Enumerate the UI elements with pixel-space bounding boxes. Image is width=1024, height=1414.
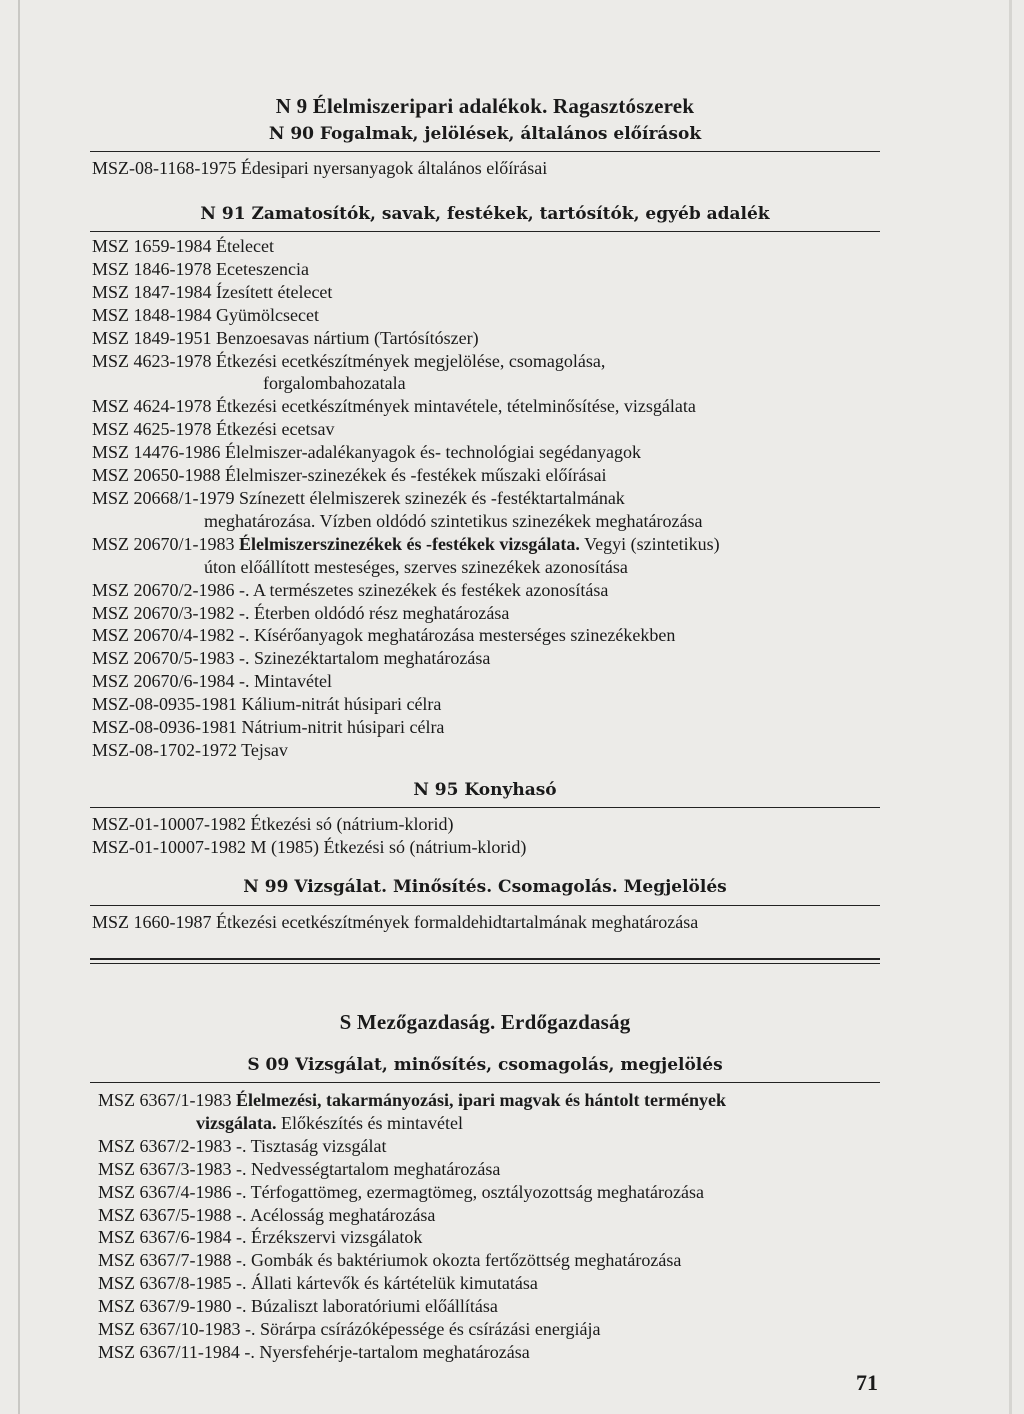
list-item: MSZ 1847-1984 Ízesített ételecet: [92, 281, 333, 302]
rule-n95: [90, 807, 880, 808]
list-n91: [92, 235, 720, 762]
list-item: MSZ 4625-1978 Étkezési ecetsav: [92, 419, 335, 440]
list-item: MSZ 1848-1984 Gyümölcsecet: [92, 304, 319, 325]
list-item: [98, 1089, 726, 1112]
list-item: MSZ 6367/7-1988 -. Gombák és baktériumok okozta fertőzöttség meghatározása: [98, 1250, 682, 1271]
list-item: MSZ 6367/3-1983 -. Nedvességtartalom meghatározása: [98, 1158, 501, 1179]
subsection-title-n90: N 90 Fogalmak, jelölések, általános előírások: [268, 124, 702, 144]
entry-code: MSZ 6367/1-1983: [98, 1090, 237, 1110]
subsection-title-n99: N 99 Vizsgálat. Minősítés. Csomagolás. Megjelölés: [243, 877, 727, 897]
entry-bold-title: Élelmezési, takarmányozási, ipari magvak és hántolt termények: [236, 1090, 726, 1110]
list-item: MSZ 6367/5-1988 -. Acélosság meghatározása: [98, 1204, 436, 1225]
list-n95: [92, 813, 526, 859]
list-item: MSZ 20650-1988 Élelmiszer-szinezékek és -festékek műszaki előírásai: [92, 465, 607, 486]
entry-bold-title: Élelmiszerszinezékek és -festékek vizsgálata.: [239, 533, 580, 554]
list-item-continuation: forgalombahozatala: [263, 373, 406, 394]
rule-n91: [90, 231, 880, 232]
list-item: MSZ 4623-1978 Étkezési ecetkészítmények megjelölése, csomagolása,: [92, 350, 606, 371]
rule-n90: [90, 151, 880, 152]
page-number: 71: [856, 1370, 878, 1395]
list-item: MSZ 1849-1951 Benzoesavas nártium (Tartósítószer): [92, 327, 479, 348]
list-item: MSZ 6367/6-1984 -. Érzékszervi vizsgálatok: [98, 1227, 423, 1248]
subsection-title-n91: N 91 Zamatosítók, savak, festékek, tartósítók, egyéb adalék: [200, 204, 770, 224]
entry-code: MSZ 20670/1-1983: [92, 533, 240, 554]
list-item: MSZ 6367/4-1986 -. Térfogattömeg, ezermagtömeg, osztályozottság meghatározása: [98, 1181, 704, 1202]
subsection-title-s09: S 09 Vizsgálat, minősítés, csomagolás, megjelölés: [247, 1055, 723, 1075]
list-item: MSZ 14476-1986 Élelmiszer-adalékanyagok és- technológiai segédanyagok: [92, 442, 641, 463]
chapter-divider: [90, 958, 880, 960]
list-item: MSZ 6367/8-1985 -. Állati kártevők és kártételük kimutatása: [98, 1273, 538, 1294]
list-item: MSZ 20670/6-1984 -. Mintavétel: [92, 671, 332, 692]
rule-s09: [90, 1082, 880, 1083]
page-edge-left: [18, 0, 20, 1414]
list-item: MSZ-08-1168-1975 Édesipari nyersanyagok általános előírásai: [92, 158, 548, 178]
rule-n99: [90, 905, 880, 906]
list-item-continuation: meghatározása. Vízben oldódó szintetikus szinezékek meghatározása: [204, 510, 703, 531]
list-item: MSZ 1659-1984 Ételecet: [92, 236, 274, 256]
list-item: [92, 533, 720, 556]
list-item: MSZ 20670/2-1986 -. A természetes szinezékek és festékek azonosítása: [92, 579, 609, 600]
list-n99: [92, 911, 698, 934]
list-item: MSZ 1660-1987 Étkezési ecetkészítmények formaldehidtartalmának meghatározása: [92, 912, 699, 932]
list-item: MSZ-08-1702-1972 Tejsav: [92, 739, 288, 760]
list-item: MSZ-08-0936-1981 Nátrium-nitrit húsipari célra: [92, 717, 445, 738]
list-item: MSZ 20668/1-1979 Színezett élelmiszerek szinezék és -festéktartalmának: [92, 487, 625, 508]
list-item: MSZ 4624-1978 Étkezési ecetkészítmények mintavétele, tételminősítése, vizsgálata: [92, 396, 696, 417]
section-title-n9: N 9 Élelmiszeripari adalékok. Ragasztószerek: [275, 94, 695, 118]
list-item: MSZ 6367/11-1984 -. Nyersfehérje-tartalom meghatározása: [98, 1341, 530, 1362]
section-title-s: S Mezőgazdaság. Erdőgazdaság: [339, 1010, 631, 1034]
page-edge-right: [1009, 0, 1012, 1414]
subsection-title-n95: N 95 Konyhasó: [413, 780, 557, 800]
list-item: MSZ 6367/9-1980 -. Búzaliszt laboratóriumi előállítása: [98, 1296, 498, 1317]
list-item: MSZ-01-10007-1982 Étkezési só (nátrium-klorid): [92, 814, 454, 834]
list-n90: [92, 157, 547, 180]
list-item: MSZ 20670/3-1982 -. Éterben oldódó rész meghatározása: [92, 602, 510, 623]
entry-suffix: Vegyi (szintetikus): [579, 533, 720, 554]
list-item: MSZ 6367/10-1983 -. Sörárpa csírázóképessége és csírázási energiája: [98, 1319, 601, 1340]
list-item: MSZ-08-0935-1981 Kálium-nitrát húsipari célra: [92, 694, 442, 715]
chapter-divider-thin: [90, 963, 880, 964]
list-item: MSZ 6367/2-1983 -. Tisztaság vizsgálat: [98, 1135, 387, 1156]
list-item-continuation: úton előállított mesteséges, szerves szinezékek azonosítása: [204, 556, 628, 577]
list-item: MSZ 20670/5-1983 -. Szinezéktartalom meghatározása: [92, 648, 491, 669]
entry-bold-title-cont: vizsgálata.: [196, 1112, 277, 1133]
list-item: MSZ 1846-1978 Eceteszencia: [92, 258, 309, 279]
list-item: MSZ-01-10007-1982 M (1985) Étkezési só (nátrium-klorid): [92, 836, 527, 857]
list-s09: [98, 1089, 726, 1364]
entry-suffix: Előkészítés és mintavétel: [276, 1112, 463, 1133]
list-item: MSZ 20670/4-1982 -. Kísérőanyagok meghatározása mesterséges szinezékekben: [92, 625, 676, 646]
list-item-continuation: [98, 1112, 726, 1135]
